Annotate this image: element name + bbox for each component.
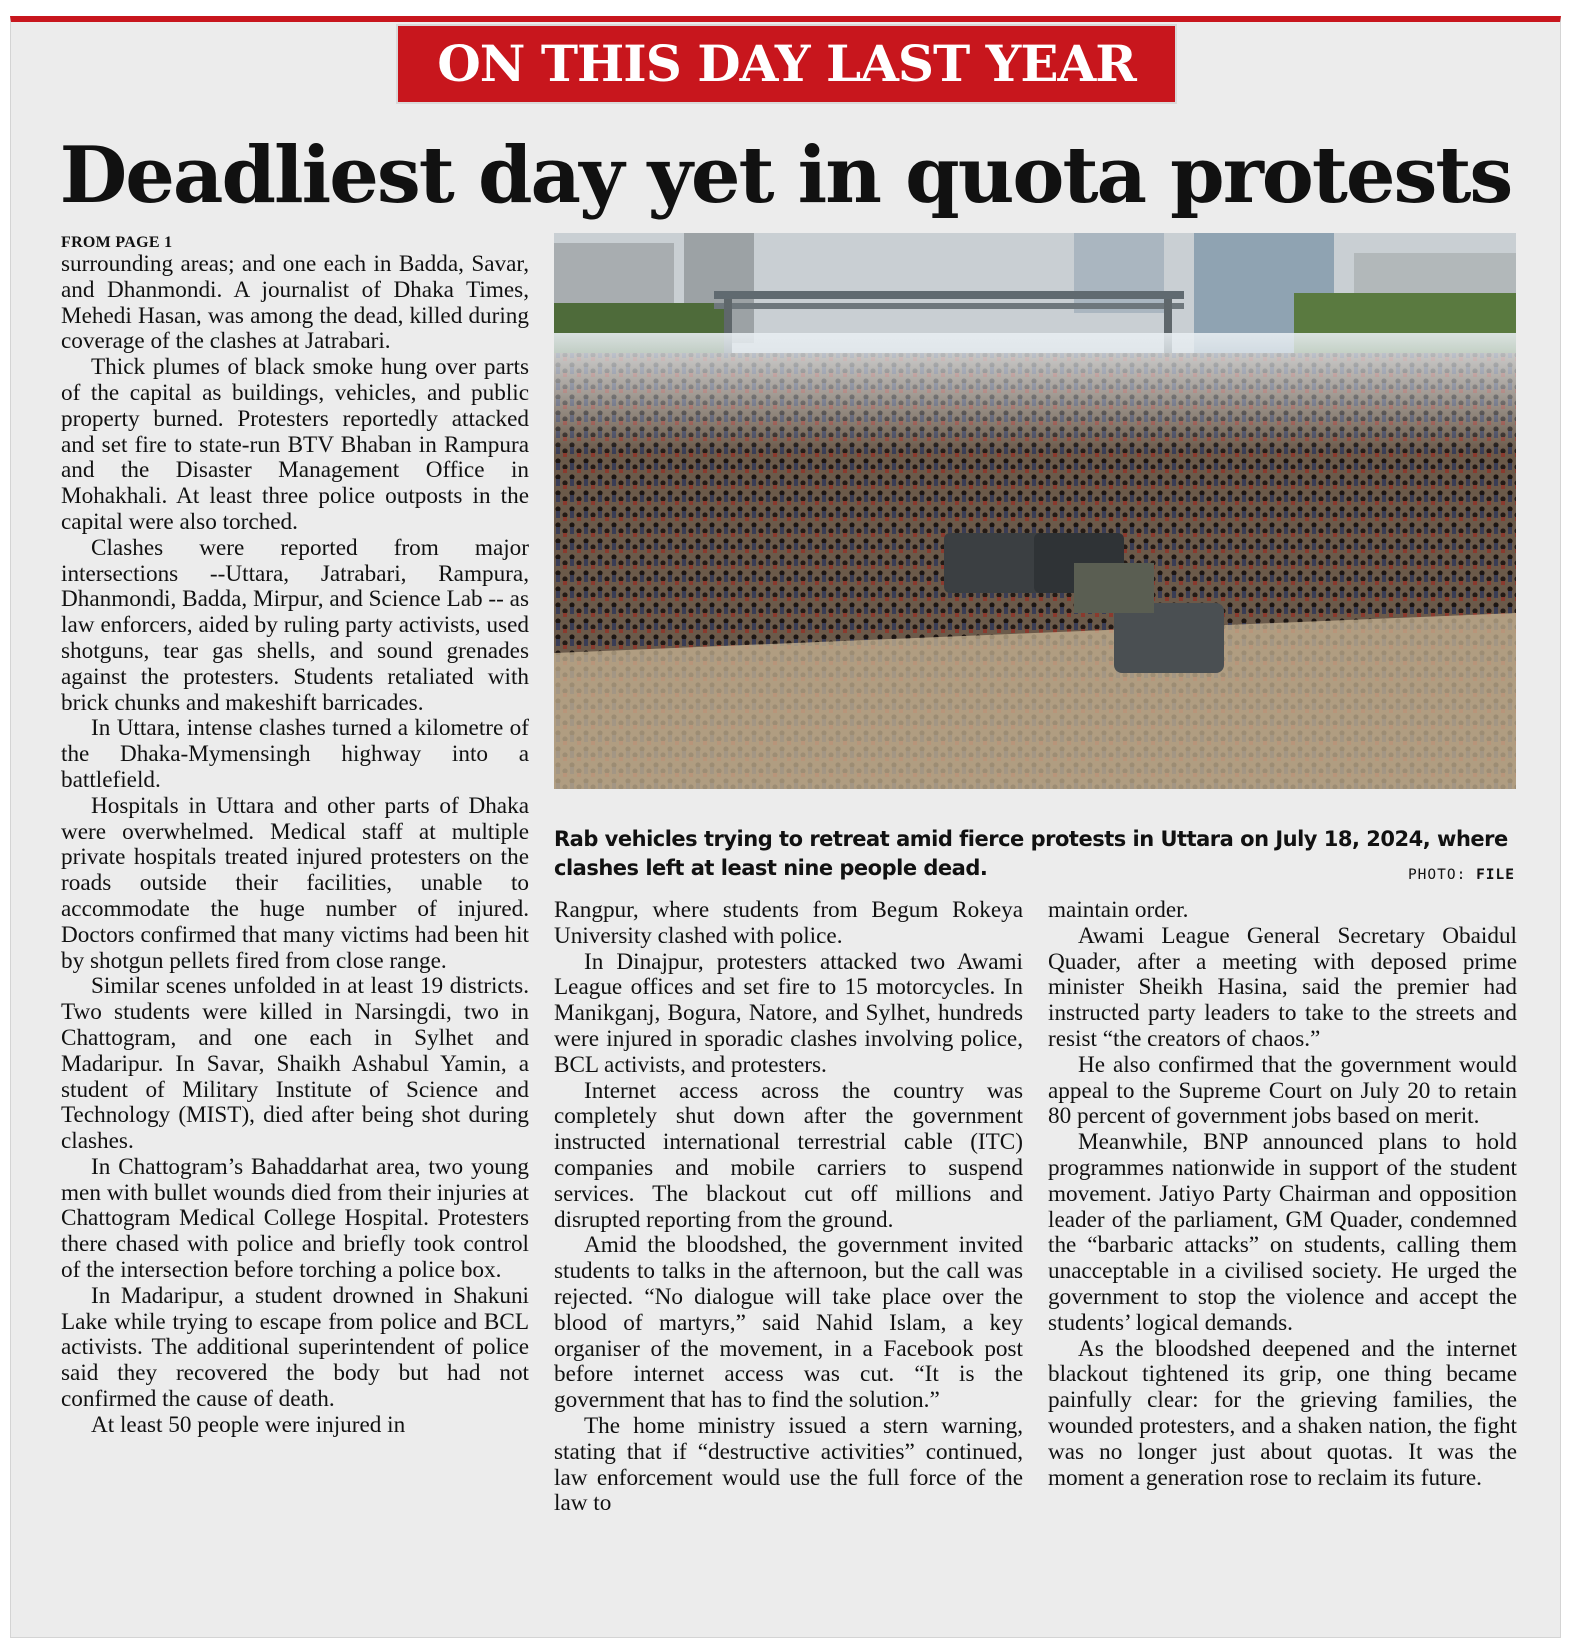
article-column-1 xyxy=(61,234,529,1439)
paragraph: maintain order. xyxy=(1048,897,1189,923)
photo-caption: Rab vehicles trying to retreat amid fierce protests in Uttara on July 18, 2024, where clashes left at least nine people dead. xyxy=(554,827,1508,880)
paragraph: Amid the bloodshed, the government invited students to talks in the afternoon, but the call was rejected. “No dialogue will take place over the blood of martyrs,” said Nahid Islam, a key organiser of the movement, in a Facebook post before internet access was cut. “It is the government that has to find the solution.” xyxy=(554,1232,1023,1414)
article-column-2 xyxy=(554,898,1023,1517)
section-label: ON THIS DAY LAST YEAR xyxy=(398,26,1175,102)
article-column-3 xyxy=(1048,898,1517,1491)
headline: Deadliest day yet in quota protests xyxy=(59,130,1512,221)
paragraph: Hospitals in Uttara and other parts of Dhaka were overwhelmed. Medical staff at multiple private hospitals treated injured protesters on the roads outside their facilities, unable to accommodate the huge number of injured. Doctors confirmed that many victims had been hit by shotgun pellets fired from close range. xyxy=(61,792,529,974)
crowd-scene-illustration xyxy=(554,233,1516,789)
paragraph: Rangpur, where students from Begum Rokeya University clashed with police. xyxy=(554,897,1023,949)
paragraph: Awami League General Secretary Obaidul Quader, after a meeting with deposed prime minister Sheikh Hasina, said the premier had instructed party leaders to take to the streets and resist “the creators of chaos.” xyxy=(1048,922,1517,1052)
news-photo xyxy=(554,233,1516,789)
paragraph: Meanwhile, BNP announced plans to hold programmes nationwide in support of the student movement. Jatiyo Party Chairman and opposition leader of the parliament, GM Quader, condemned the “barbaric attacks” on students, calling them unacceptable in a civilised society. He urged the government to stop the violence and accept the students’ logical demands. xyxy=(1048,1129,1517,1336)
paragraph: surrounding areas; and one each in Badda, Savar, and Dhanmondi. A journalist of Dhaka Times, Mehedi Hasan, was among the dead, killed during coverage of the clashes at Jatrabari. xyxy=(61,251,529,355)
paragraph: As the bloodshed deepened and the internet blackout tightened its grip, one thing became painfully clear: for the grieving families, the wounded protesters, and a shaken nation, the fight was no longer just about quotas. It was the moment a generation rose to reclaim its future. xyxy=(1048,1335,1517,1491)
from-page-tag: FROM PAGE 1 xyxy=(61,234,173,251)
paragraph: He also confirmed that the government would appeal to the Supreme Court on July 20 to retain 80 percent of government jobs based on merit. xyxy=(1048,1051,1517,1130)
paragraph: The home ministry issued a stern warning, stating that if “destructive activities” continued, law enforcement would use the full force of the law to xyxy=(554,1412,1023,1517)
paragraph: In Uttara, intense clashes turned a kilometre of the Dhaka-Mymensingh highway into a battlefield. xyxy=(61,715,529,793)
newspaper-page xyxy=(10,16,1561,1638)
paragraph: At least 50 people were injured in xyxy=(91,1411,406,1438)
paragraph: In Madaripur, a student drowned in Shakuni Lake while trying to escape from police and BCL activists. The additional superintendent of police said they recovered the body but had not confirmed the cause of death. xyxy=(61,1282,529,1413)
paragraph: In Dinajpur, protesters attacked two Awami League offices and set fire to 15 motorcycles. In Manikganj, Bogura, Natore, and Sylhet, hundreds were injured in sporadic clashes involving police, BCL activists, and protesters. xyxy=(554,948,1023,1078)
paragraph: Similar scenes unfolded in at least 19 districts. Two students were killed in Narsingdi, two in Chattogram, and one each in Sylhet and Madaripur. In Savar, Shaikh Ashabul Yamin, a student of Military Institute of Science and Technology (MIST), died after being shot during clashes. xyxy=(61,973,529,1155)
photo-credit-label: PHOTO: xyxy=(1407,867,1467,883)
paragraph: Clashes were reported from major intersections --Uttara, Jatrabari, Rampura, Dhanmondi, Badda, Mirpur, and Science Lab -- as law enforcers, aided by ruling party activists, used shotguns, tear gas shells, and sound grenades against the protesters. Students retaliated with brick chunks and makeshift barricades. xyxy=(61,534,529,716)
paragraph: Thick plumes of black smoke hung over parts of the capital as buildings, vehicles, and public property burned. Protesters reportedly attacked and set fire to state-run BTV Bhaban in Rampura and the Disaster Management Office in Mohakhali. At least three police outposts in the capital were also torched. xyxy=(61,354,529,535)
photo-credit-source: FILE xyxy=(1476,867,1515,883)
paragraph: Internet access across the country was completely shut down after the government instructed international terrestrial cable (ITC) companies and mobile carriers to suspend services. The blackout cut off millions and disrupted reporting from the ground. xyxy=(554,1077,1023,1233)
photo-credit xyxy=(1408,867,1515,883)
paragraph: In Chattogram’s Bahaddarhat area, two young men with bullet wounds died from their injuries at Chattogram Medical College Hospital. Protesters there chased with police and briefly took control of the intersection before torching a police box. xyxy=(61,1153,529,1284)
